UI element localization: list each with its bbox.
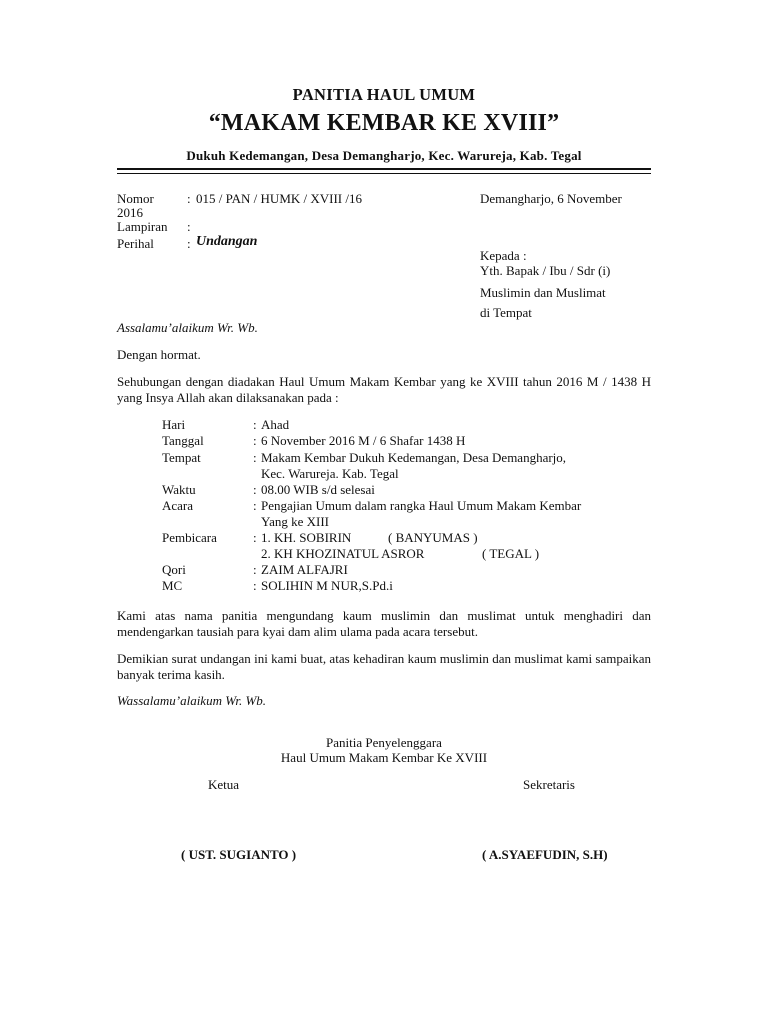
hari-value: Ahad <box>261 417 290 432</box>
waktu-colon: : <box>253 482 257 497</box>
ketua-label: Ketua <box>208 777 240 792</box>
nomor-year-wrap: 2016 <box>117 205 143 220</box>
committee-event: Haul Umum Makam Kembar Ke XVIII <box>280 750 488 765</box>
mc-value: SOLIHIN M NUR,S.Pd.i <box>261 578 393 593</box>
pembicara-2-origin: ( TEGAL ) <box>482 546 540 561</box>
perihal-value: Undangan <box>196 234 258 249</box>
opening: Dengan hormat. <box>117 347 201 362</box>
acara-colon: : <box>253 498 257 513</box>
nomor-label: Nomor <box>117 191 154 206</box>
address-line: Dukuh Kedemangan, Desa Demangharjo, Kec. Warureja, Kab. Tegal <box>186 148 582 163</box>
closing-paragraph: Demikian surat undangan ini kami buat, atas kehadiran kaum muslimin dan muslimat kami sampaikan banyak terima kasih. <box>117 651 651 682</box>
intro-paragraph: Sehubungan dengan diadakan Haul Umum Makam Kembar yang ke XVIII tahun 2016 M / 1438 H yang Insya Allah akan dilaksanakan pada : <box>117 374 651 405</box>
waktu-label: Waktu <box>162 482 196 497</box>
nomor-value: 015 / PAN / HUMK / XVIII /16 <box>196 191 362 206</box>
lampiran-colon: : <box>187 219 191 234</box>
qori-value: ZAIM ALFAJRI <box>261 562 348 577</box>
acara-value-line-2: Yang ke XIII <box>261 514 330 529</box>
sekretaris-name: ( A.SYAEFUDIN, S.H) <box>482 847 608 862</box>
mc-label: MC <box>162 578 183 593</box>
pembicara-1-name: 1. KH. SOBIRIN <box>261 530 352 545</box>
recipient-line-3: di Tempat <box>480 305 532 320</box>
acara-value: Pengajian Umum dalam rangka Haul Umum Makam Kembar <box>261 498 582 513</box>
recipient-kepada: Kepada : <box>480 248 527 263</box>
invitation-paragraph: Kami atas nama panitia mengundang kaum muslimin dan muslimat untuk menghadiri dan mendengarkan tausiah para kyai dam alim ulama pada acara tersebut. <box>117 608 651 639</box>
organization-name: PANITIA HAUL UMUM <box>292 85 476 104</box>
lampiran-label: Lampiran <box>117 219 168 234</box>
pembicara-2-name: 2. KH KHOZINATUL ASROR <box>261 546 425 561</box>
committee-label: Panitia Penyelenggara <box>326 735 442 750</box>
mc-colon: : <box>253 578 257 593</box>
tanggal-label: Tanggal <box>162 433 204 448</box>
pembicara-label: Pembicara <box>162 530 217 545</box>
perihal-label: Perihal <box>117 236 154 251</box>
ketua-name: ( UST. SUGIANTO ) <box>181 847 297 862</box>
hari-label: Hari <box>162 417 186 432</box>
greeting: Assalamu’alaikum Wr. Wb. <box>117 320 258 335</box>
event-title: “MAKAM KEMBAR KE XVIII” <box>208 110 560 136</box>
waktu-value: 08.00 WIB s/d selesai <box>261 482 375 497</box>
recipient-line-1: Yth. Bapak / Ibu / Sdr (i) <box>480 263 611 278</box>
nomor-colon: : <box>187 191 191 206</box>
acara-label: Acara <box>162 498 194 513</box>
tempat-value-line-2: Kec. Warureja. Kab. Tegal <box>261 466 399 481</box>
tanggal-colon: : <box>253 433 257 448</box>
tempat-value: Makam Kembar Dukuh Kedemangan, Desa Demangharjo, <box>261 450 567 465</box>
tempat-colon: : <box>253 450 257 465</box>
qori-colon: : <box>253 562 257 577</box>
hari-colon: : <box>253 417 257 432</box>
qori-label: Qori <box>162 562 186 577</box>
place-date: Demangharjo, 6 November <box>480 191 622 206</box>
recipient-line-2: Muslimin dan Muslimat <box>480 285 606 300</box>
header-divider-thick <box>117 168 651 170</box>
perihal-colon: : <box>187 236 191 251</box>
tempat-label: Tempat <box>162 450 201 465</box>
tanggal-value: 6 November 2016 M / 6 Shafar 1438 H <box>261 433 466 448</box>
pembicara-1-origin: ( BANYUMAS ) <box>388 530 478 545</box>
pembicara-colon: : <box>253 530 257 545</box>
header-divider-thin <box>117 173 651 174</box>
farewell: Wassalamu’alaikum Wr. Wb. <box>117 693 267 708</box>
sekretaris-label: Sekretaris <box>523 777 575 792</box>
